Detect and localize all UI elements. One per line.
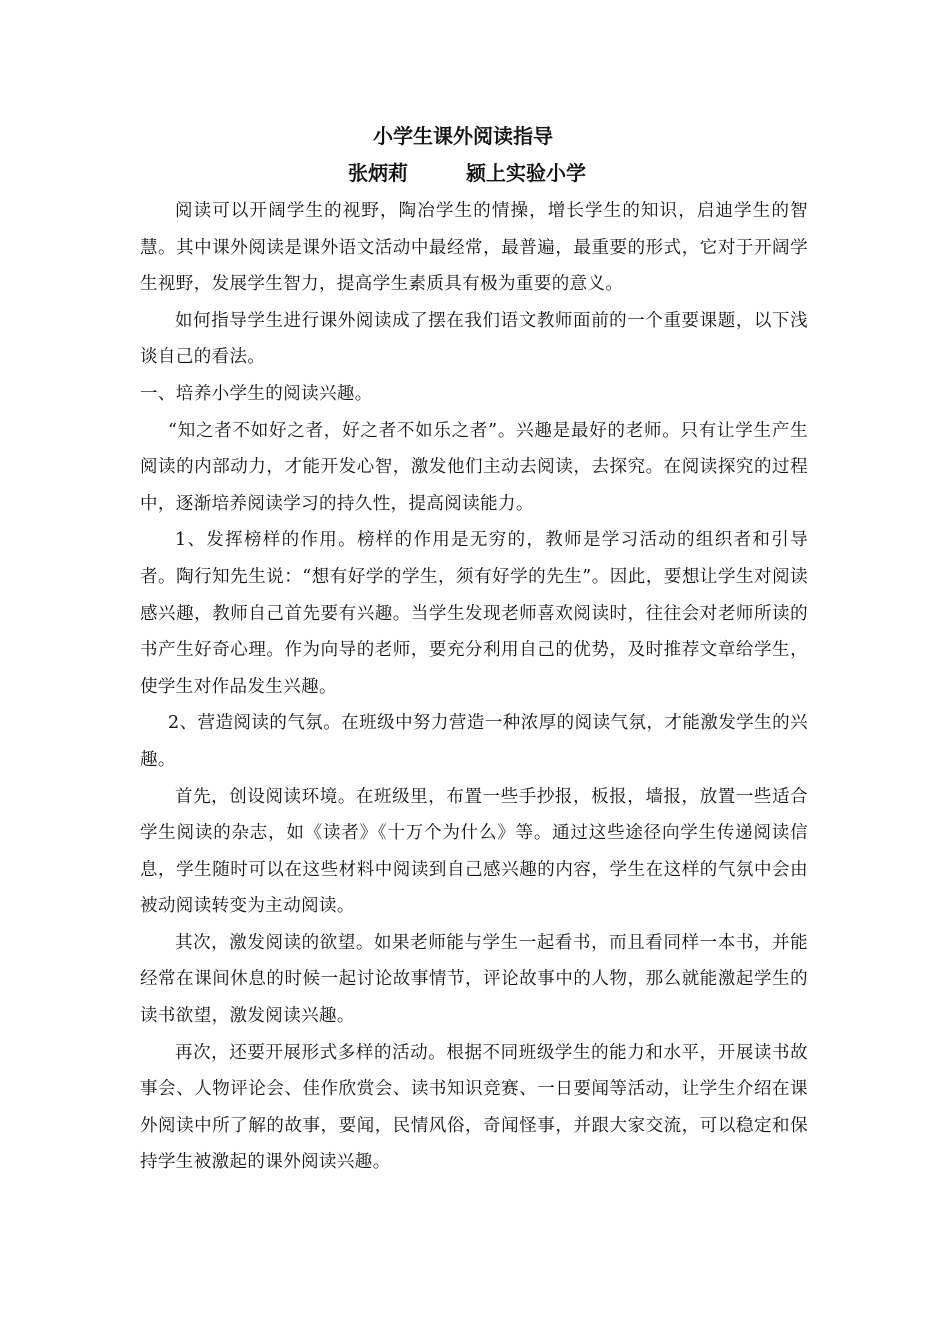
author-line — [0, 159, 950, 187]
section-heading-1: 一、培养小学生的阅读兴趣。 — [140, 383, 373, 404]
paragraph-interest: “知之者不如好之者，好之者不如乐之者”。兴趣是最好的老师。只有让学生产生阅读的内部动力，才能开发心智，激发他们主动去阅读，去探究。在阅读探究的过程中，逐渐培养阅读学习的持久性，提高阅读能力。 — [140, 420, 808, 514]
paragraph-role-model: 1、发挥榜样的作用。榜样的作用是无穷的，教师是学习活动的组织者和引导者。陶行知先生说：“想有好学的学生，须有好学的先生”。因此，要想让学生对阅读感兴趣，教师自己首先要有兴趣。当学生发现老师喜欢阅读时，往往会对老师所读的书产生好奇心理。作为向导的老师，要充分利用自己的优势，及时推荐文章给学生，使学生对作品发生兴趣。 — [140, 530, 808, 697]
paragraph-environment: 首先，创设阅读环境。在班级里，布置一些手抄报，板报，墙报，放置一些适合学生阅读的杂志，如《读者》《十万个为什么》等。通过这些途径向学生传递阅读信息，学生随时可以在这些材料中阅读到自己感兴趣的内容，学生在这样的气氛中会由被动阅读转变为主动阅读。 — [140, 786, 808, 917]
paragraph-desire: 其次，激发阅读的欲望。如果老师能与学生一起看书，而且看同样一本书，并能经常在课间休息的时候一起讨论故事情节，评论故事中的人物，那么就能激起学生的读书欲望，激发阅读兴趣。 — [140, 932, 808, 1027]
author-name: 张炳莉 — [348, 161, 408, 185]
school-name: 颍上实验小学 — [466, 161, 586, 185]
paragraph-activities: 再次，还要开展形式多样的活动。根据不同班级学生的能力和水平，开展读书故事会、人物评论会、佳作欣赏会、读书知识竞赛、一日要闻等活动，让学生介绍在课外阅读中所了解的故事，要闻，民情风俗，奇闻怪事，并跟大家交流，可以稳定和保持学生被激起的课外阅读兴趣。 — [140, 1042, 808, 1173]
document-title: 小学生课外阅读指导 — [373, 124, 553, 148]
paragraph-intro: 阅读可以开阔学生的视野，陶冶学生的情操，增长学生的知识，启迪学生的智慧。其中课外阅读是课外语文活动中最经常，最普遍，最重要的形式，它对于开阔学生视野，发展学生智力，提高学生素质具有极为重要的意义。 — [140, 201, 808, 295]
paragraph-purpose: 如何指导学生进行课外阅读成了摆在我们语文教师面前的一个重要课题，以下浅谈自己的看法。 — [140, 310, 808, 368]
paragraph-atmosphere: 2、营造阅读的气氛。在班级中努力营造一种浓厚的阅读气氛，才能激发学生的兴趣。 — [140, 713, 808, 770]
document-body — [140, 193, 808, 1181]
